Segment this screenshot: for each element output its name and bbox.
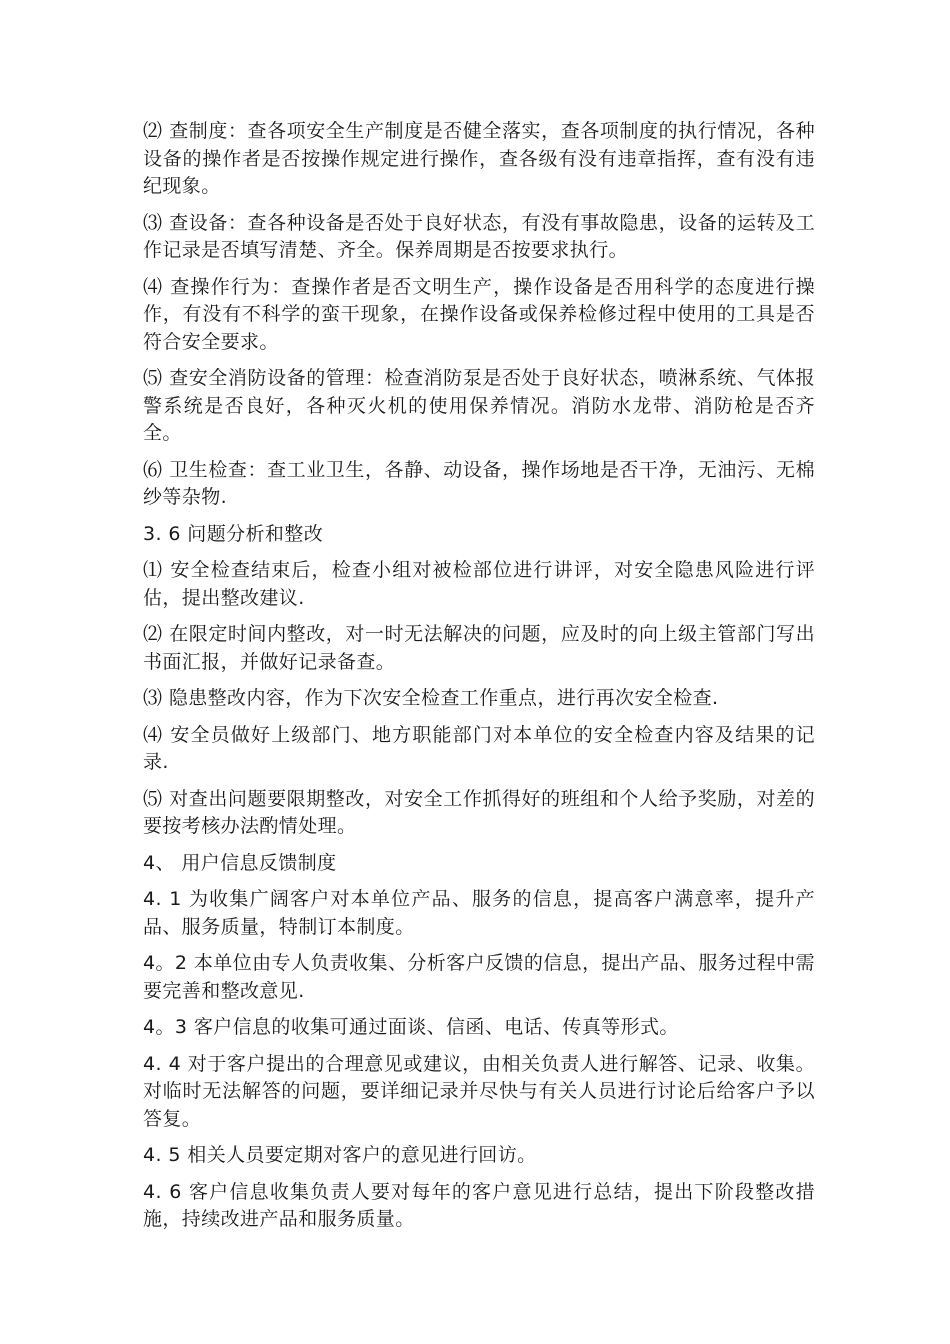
- paragraph-check-system: ⑵ 查制度：查各项安全生产制度是否健全落实，查各项制度的执行情况，各种设备的操作者是否按操作规定进行操作，查各级有没有违章指挥，查有没有违纪现象。: [143, 120, 815, 197]
- paragraph-deadline-rewards: ⑸ 对查出问题要限期整改，对安全工作抓得好的班组和个人给予奖励，对差的要按考核办法酌情处理。: [143, 787, 815, 837]
- paragraph-feedback-4-6: 4. 6 客户信息收集负责人要对每年的客户意见进行总结，提出下阶段整改措施，持续改进产品和服务质量。: [143, 1180, 815, 1230]
- paragraph-hazard-rectification: ⑶ 隐患整改内容，作为下次安全检查工作重点，进行再次安全检查.: [143, 687, 719, 709]
- paragraph-hygiene-check: ⑹ 卫生检查：查工业卫生，各静、动设备，操作场地是否干净，无油污、无棉纱等杂物.: [143, 458, 815, 508]
- paragraph-check-equipment: ⑶ 查设备：查各种设备是否处于良好状态，有没有事故隐患，设备的运转及工作记录是否填写清楚、齐全。保养周期是否按要求执行。: [143, 211, 815, 261]
- paragraph-safety-officer-records: ⑷ 安全员做好上级部门、地方职能部门对本单位的安全检查内容及结果的记录.: [143, 723, 815, 773]
- paragraph-feedback-4-1: 4. 1 为收集广阔客户对本单位产品、服务的信息，提高客户满意率，提升产品、服务质量，特制订本制度。: [143, 888, 815, 938]
- document-body: [143, 118, 815, 1243]
- paragraph-rectify-within-time: ⑵ 在限定时间内整改，对一时无法解决的问题，应及时的向上级主管部门写出书面汇报，并做好记录备查。: [143, 623, 815, 673]
- paragraph-feedback-4-4: 4. 4 对于客户提出的合理意见或建议，由相关负责人进行解答、记录、收集。对临时无法解答的问题，要详细记录并尽快与有关人员进行讨论后给客户予以答复。: [143, 1052, 815, 1130]
- section-heading-feedback-system: 4、 用户信息反馈制度: [143, 851, 337, 874]
- paragraph-feedback-4-2: 4。2 本单位由专人负责收集、分析客户反馈的信息，提出产品、服务过程中需要完善和整改意见.: [143, 952, 815, 1002]
- section-heading-problem-analysis: 3. 6 问题分析和整改: [143, 522, 324, 545]
- paragraph-check-fire-equipment: ⑸ 查安全消防设备的管理：检查消防泵是否处于良好状态，喷淋系统、气体报警系统是否良好，各种灭火机的使用保养情况。消防水龙带、消防枪是否齐全。: [143, 367, 815, 444]
- paragraph-feedback-4-3: 4。3 客户信息的收集可通过面谈、信函、电话、传真等形式。: [143, 1016, 679, 1038]
- paragraph-review-after-inspection: ⑴ 安全检查结束后，检查小组对被检部位进行讲评，对安全隐患风险进行评估，提出整改建议.: [143, 559, 815, 609]
- paragraph-feedback-4-5: 4. 5 相关人员要定期对客户的意见进行回访。: [143, 1144, 537, 1166]
- paragraph-check-operation: ⑷ 查操作行为：查操作者是否文明生产，操作设备是否用科学的态度进行操作，有没有不科学的蛮干现象，在操作设备或保养检修过程中使用的工具是否符合安全要求。: [143, 275, 815, 353]
